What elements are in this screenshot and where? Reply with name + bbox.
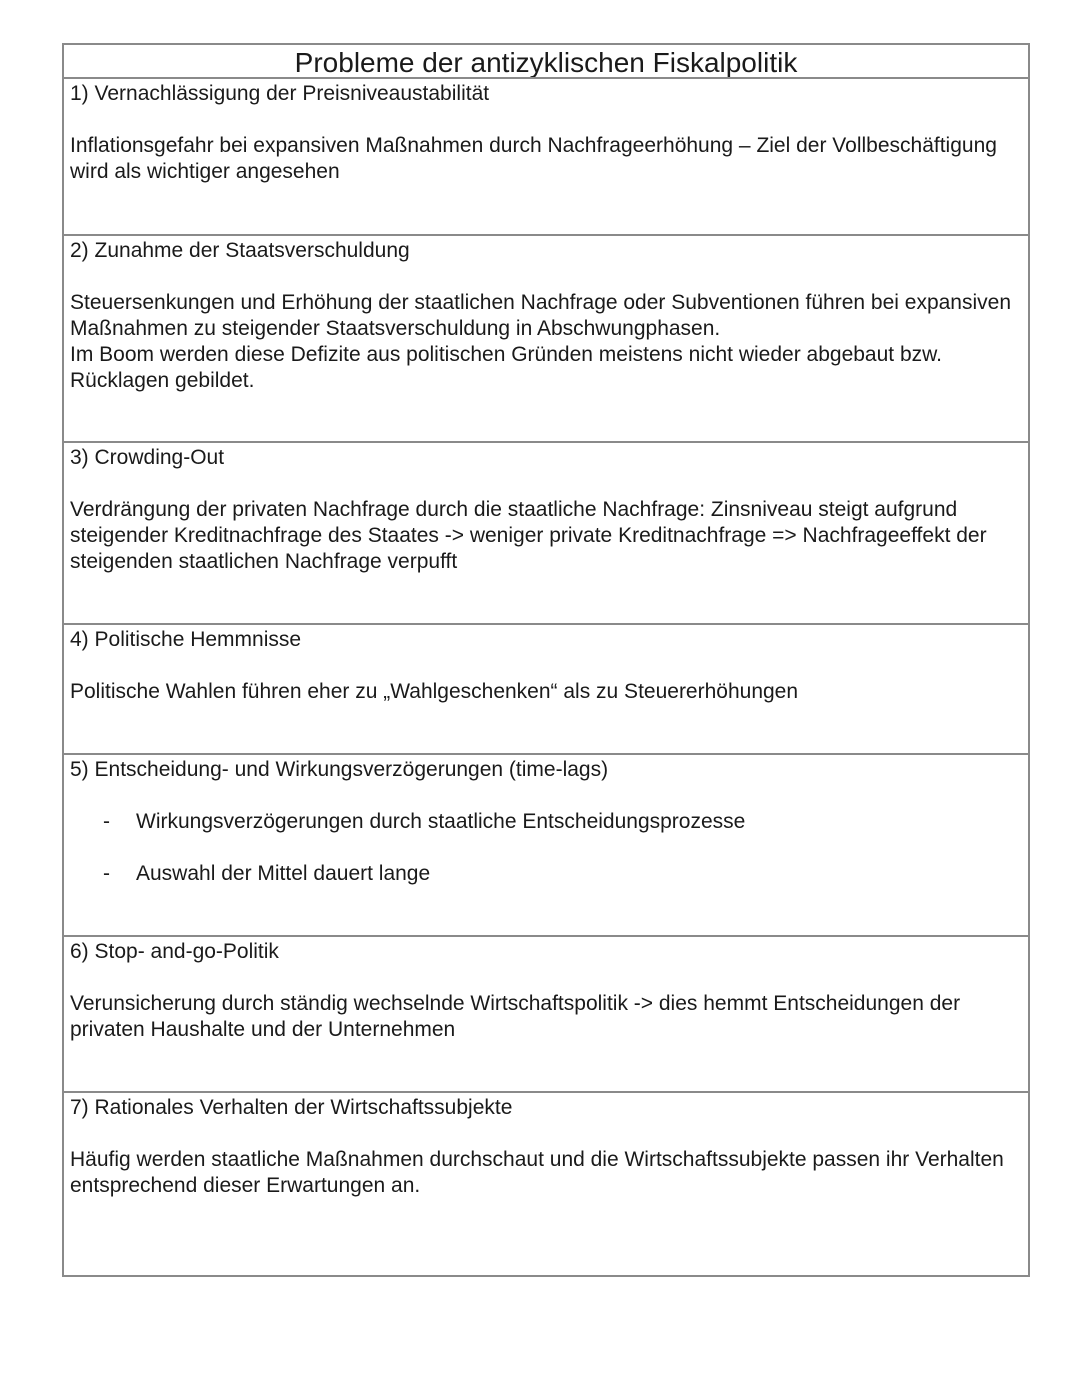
section-body: Politische Wahlen führen eher zu „Wahlgeschenken“ als zu Steuererhöhungen: [70, 680, 799, 703]
dash-bullet: -: [103, 862, 110, 885]
table-title: Probleme der antizyklischen Fiskalpolitik: [64, 45, 1028, 79]
section-heading: 2) Zunahme der Staatsverschuldung: [70, 239, 410, 262]
section-heading: 6) Stop- and-go-Politik: [70, 940, 279, 963]
section-crowding-out: [64, 443, 1028, 625]
section-body: [70, 290, 1022, 394]
section-staatsverschuldung: [64, 236, 1028, 443]
bullet-list: [70, 809, 1022, 887]
section-body-line: Steuersenkungen und Erhöhung der staatlichen Nachfrage oder Subventionen führen bei expansiven Maßnahmen zu steigender Staatsverschuldung in Abschwungphasen.: [70, 291, 1012, 340]
section-body: Verdrängung der privaten Nachfrage durch die staatliche Nachfrage: Zinsniveau steigt aufgrund steigender Kreditnachfrage des Staates -> weniger private Kreditnachfrage => Nachfrageeffekt der steigenden staatlichen Nachfrage verpufft: [70, 498, 987, 573]
section-preisniveaustabilitaet: [64, 79, 1028, 236]
section-heading: 5) Entscheidung- und Wirkungsverzögerungen (time-lags): [70, 758, 609, 781]
list-item: [70, 809, 1022, 835]
list-item: [70, 861, 1022, 887]
section-body-line: Im Boom werden diese Defizite aus politischen Gründen meistens nicht wieder abgebaut bzw. Rücklagen gebildet.: [70, 343, 942, 392]
section-heading: 7) Rationales Verhalten der Wirtschaftssubjekte: [70, 1096, 513, 1119]
section-body: Verunsicherung durch ständig wechselnde Wirtschaftspolitik -> dies hemmt Entscheidungen der privaten Haushalte und der Unternehmen: [70, 992, 961, 1041]
dash-bullet: -: [103, 810, 110, 833]
section-time-lags: [64, 755, 1028, 937]
section-rationales-verhalten: [64, 1093, 1028, 1275]
problems-table: [62, 43, 1030, 1277]
section-stop-and-go: [64, 937, 1028, 1093]
section-body: Häufig werden staatliche Maßnahmen durchschaut und die Wirtschaftssubjekte passen ihr Verhalten entsprechend dieser Erwartungen an.: [70, 1148, 1004, 1197]
list-item-text: Wirkungsverzögerungen durch staatliche Entscheidungsprozesse: [136, 810, 746, 833]
list-item-text: Auswahl der Mittel dauert lange: [136, 862, 431, 885]
section-body: Inflationsgefahr bei expansiven Maßnahmen durch Nachfrageerhöhung – Ziel der Vollbeschäftigung wird als wichtiger angesehen: [70, 134, 997, 183]
section-heading: 4) Politische Hemmnisse: [70, 628, 302, 651]
section-heading: 3) Crowding-Out: [70, 446, 225, 469]
section-heading: 1) Vernachlässigung der Preisniveaustabilität: [70, 82, 490, 105]
section-politische-hemmnisse: [64, 625, 1028, 755]
